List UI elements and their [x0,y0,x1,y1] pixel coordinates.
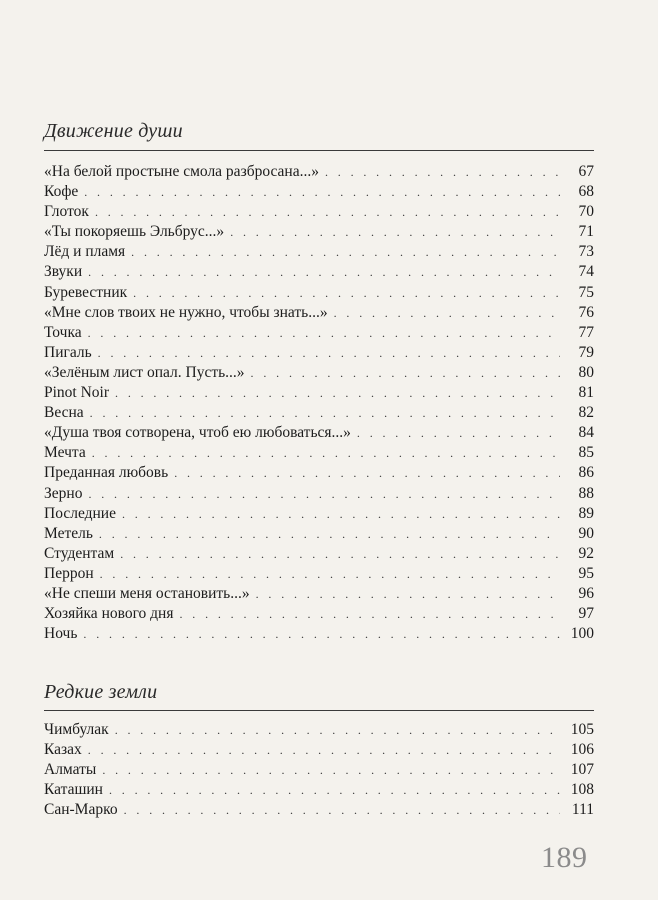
toc-entry-title: Алматы [44,761,97,779]
dot-leader [84,182,560,202]
toc-entry-page: 84 [578,424,594,442]
dot-leader [334,303,560,323]
dot-leader [109,780,560,800]
toc-list-section-2 [44,720,594,820]
toc-entry [44,283,594,303]
toc-entry-page: 97 [578,605,594,623]
dot-leader [90,403,560,423]
toc-entry-page: 76 [578,303,594,321]
toc-entry [44,584,594,604]
dot-leader [88,323,560,343]
dot-leader [179,604,560,624]
toc-entry-page: 92 [578,544,594,562]
toc-entry-page: 106 [570,741,594,759]
toc-entry [44,504,594,524]
toc-entry [44,242,594,262]
toc-entry [44,463,594,483]
toc-entry [44,162,594,182]
toc-entry [44,383,594,403]
toc-entry [44,720,594,740]
dot-leader [251,363,560,383]
toc-entry [44,343,594,363]
dot-leader [100,564,560,584]
toc-entry [44,443,594,463]
toc-entry-title: «Ты покоряешь Эльбрус...» [44,223,225,241]
dot-leader [115,383,560,403]
dot-leader [124,800,560,820]
toc-entry-page: 88 [578,484,594,502]
toc-entry-page: 79 [578,343,594,361]
toc-entry [44,323,594,343]
toc-entry-title: Чимбулак [44,721,109,738]
toc-entry-title: Каташин [44,781,103,799]
toc-entry [44,604,594,624]
toc-entry-page: 71 [578,223,594,241]
toc-entry [44,202,594,222]
toc-entry-page: 82 [578,404,594,422]
toc-entry [44,524,594,544]
toc-entry-page: 107 [570,761,594,779]
toc-entry-page: 111 [571,801,594,819]
dot-leader [95,202,560,222]
toc-entry-page: 95 [578,564,594,582]
dot-leader [98,343,560,363]
dot-leader [92,443,560,463]
toc-entry [44,624,594,644]
toc-entry-title: Зерно [44,484,83,502]
dot-leader [230,222,560,242]
toc-entry-page: 70 [578,203,594,221]
toc-entry-page: 74 [578,263,594,281]
toc-entry [44,423,594,443]
dot-leader [88,484,560,504]
toc-entry-title: Весна [44,404,84,422]
toc-entry [44,760,594,780]
toc-entry-title: Сан-Марко [44,801,118,819]
toc-entry-title: Студентам [44,544,115,562]
toc-entry-title: Глоток [44,203,89,221]
toc-list-section-1 [44,162,594,644]
toc-entry-title: Пигаль [44,343,92,361]
dot-leader [256,584,560,604]
toc-entry [44,800,594,820]
toc-entry [44,363,594,383]
toc-entry-page: 96 [578,584,594,602]
dot-leader [325,162,560,182]
toc-entry [44,544,594,564]
toc-entry [44,262,594,282]
toc-entry-page: 108 [570,781,594,799]
toc-entry-title: Точка [44,323,82,341]
dot-leader [122,504,560,524]
toc-entry-page: 105 [570,721,594,738]
section-title-redkie-zemli: Редкие земли [44,681,158,703]
dot-leader [99,524,560,544]
toc-entry [44,403,594,423]
toc-entry-title: Мечта [44,444,86,462]
toc-entry-page: 89 [578,504,594,522]
toc-entry [44,740,594,760]
section-rule [44,150,594,151]
toc-entry-page: 75 [578,283,594,301]
toc-entry-title: Лёд и пламя [44,243,126,261]
toc-entry [44,780,594,800]
dot-leader [174,463,560,483]
section-title-dvizhenie-dushi: Движение души [44,120,183,142]
toc-entry-page: 90 [578,524,594,542]
toc-entry-title: «Мне слов твоих не нужно, чтобы знать...» [44,303,328,321]
toc-entry-title: Хозяйка нового дня [44,605,174,623]
toc-entry-title: Звуки [44,263,83,281]
dot-leader [115,720,560,740]
toc-entry-title: Pinot Noir [44,384,110,402]
toc-entry-page: 77 [578,323,594,341]
dot-leader [83,624,560,644]
toc-entry-title: Буревестник [44,283,128,301]
toc-entry [44,222,594,242]
dot-leader [88,740,560,760]
dot-leader [357,423,560,443]
toc-entry-page: 100 [570,625,594,643]
toc-entry-title: Метель [44,524,93,542]
toc-entry-page: 73 [578,243,594,261]
toc-entry-page: 68 [578,183,594,201]
toc-entry-title: «Не спеши меня остановить...» [44,584,250,602]
toc-entry-title: Перрон [44,564,94,582]
dot-leader [88,262,560,282]
toc-entry-title: Последние [44,504,116,522]
dot-leader [120,544,560,564]
section-rule [44,710,594,711]
toc-entry [44,564,594,584]
toc-entry [44,303,594,323]
toc-entry-page: 80 [578,363,594,381]
toc-entry-title: Кофе [44,183,79,201]
toc-entry-page: 67 [578,163,594,180]
dot-leader [131,242,560,262]
toc-entry [44,182,594,202]
toc-entry-title: Ночь [44,625,78,643]
toc-entry-page: 85 [578,444,594,462]
toc-entry-page: 81 [578,384,594,402]
toc-entry-title: Казах [44,741,82,759]
toc-entry-title: Преданная любовь [44,464,169,482]
toc-entry-title: «Зелёным лист опал. Пусть...» [44,363,245,381]
toc-entry-title: «Душа твоя сотворена, чтоб ею любоваться...» [44,424,351,442]
page-number: 189 [541,841,588,874]
toc-entry [44,484,594,504]
toc-entry-title: «На белой простыне смола разбросана...» [44,163,319,180]
toc-entry-page: 86 [578,464,594,482]
dot-leader [102,760,560,780]
dot-leader [133,283,560,303]
